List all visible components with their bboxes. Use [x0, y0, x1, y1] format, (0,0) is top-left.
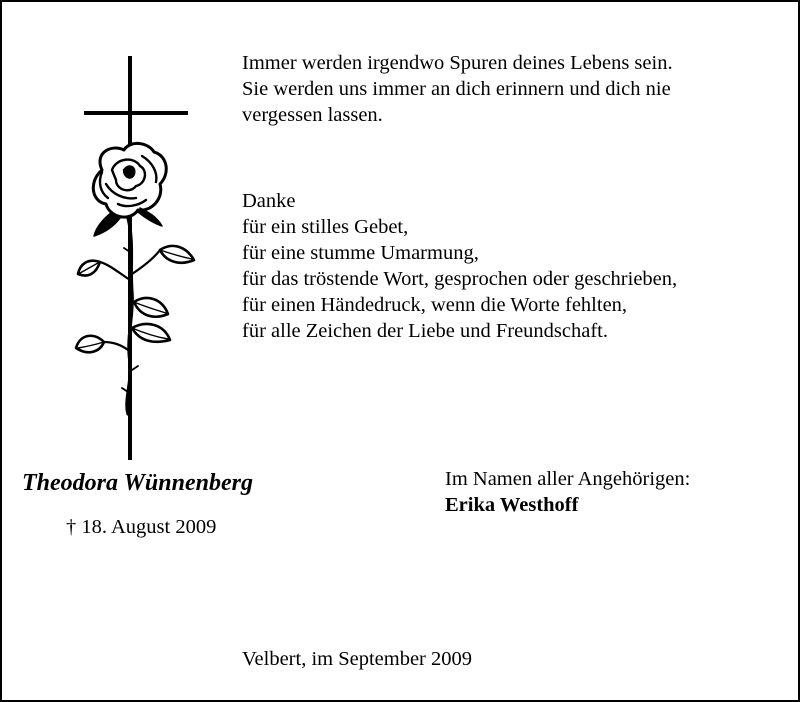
death-date: † 18. August 2009: [66, 516, 217, 538]
family-block: [445, 466, 690, 518]
thanks-line: für einen Händedruck, wenn die Worte fehlten,: [242, 294, 628, 316]
poem-line: vergessen lassen.: [242, 104, 383, 126]
cross-with-rose-icon: [72, 52, 202, 464]
deceased-name: Theodora Wünnenberg: [22, 470, 253, 496]
thanks-line: für alle Zeichen der Liebe und Freundschaft.: [242, 320, 608, 342]
thanks-line: für das tröstende Wort, gesprochen oder geschrieben,: [242, 268, 678, 290]
thanks-line: Danke: [242, 190, 296, 212]
family-intro: Im Namen aller Angehörigen:: [445, 468, 691, 490]
poem-line: Immer werden irgendwo Spuren deines Lebens sein.: [242, 52, 673, 74]
place-date: Velbert, im September 2009: [242, 648, 473, 670]
thanks-line: für ein stilles Gebet,: [242, 216, 409, 238]
signer-name: Erika Westhoff: [445, 494, 579, 516]
poem-stanza: [242, 50, 673, 128]
thanks-line: für eine stumme Umarmung,: [242, 242, 479, 264]
thanks-stanza: [242, 188, 677, 344]
poem-line: Sie werden uns immer an dich erinnern und dich nie: [242, 78, 671, 100]
rose-icon: [76, 143, 194, 414]
